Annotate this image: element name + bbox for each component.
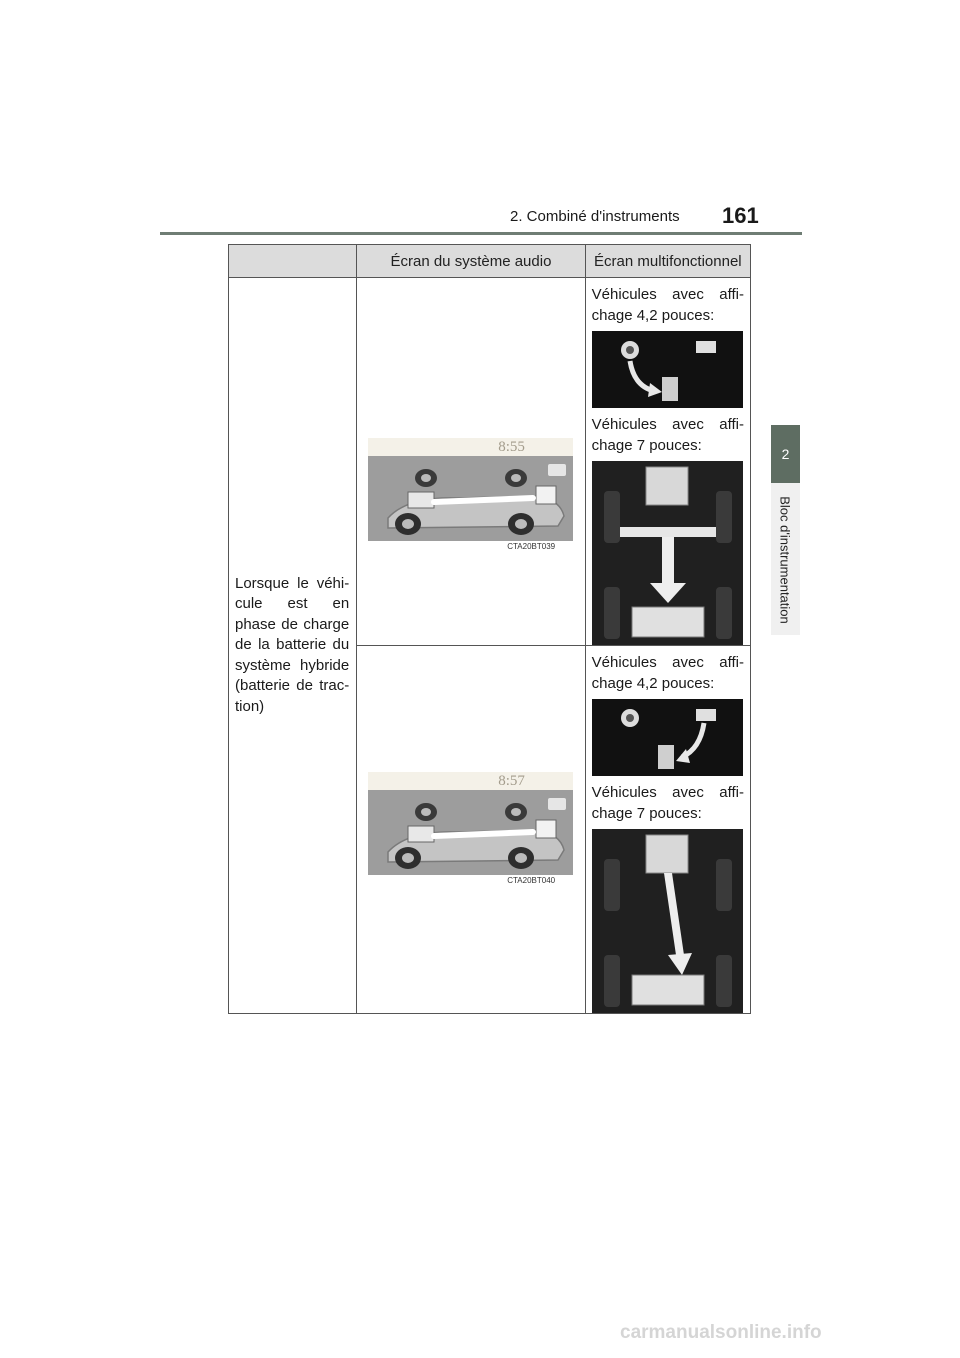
chapter-tab-label: Bloc d'instrumentation	[777, 496, 793, 624]
condition-text: Lorsque le véhi-cule est en phase de charge de la batterie du système hybride (batterie de trac-tion)	[235, 574, 350, 715]
display-42-image	[592, 699, 743, 776]
audio-clock: 8:57	[498, 773, 525, 789]
energy-monitor-screen	[368, 456, 573, 541]
energy-monitor-screen	[368, 790, 573, 875]
audio-image-code: CTA20BT040	[507, 876, 556, 885]
table-row	[229, 278, 751, 646]
label-7-inch: Véhicules avec affi-chage 7 pouces:	[591, 784, 744, 822]
audio-image-code: CTA20BT039	[507, 542, 556, 551]
audio-screen-image	[368, 438, 573, 541]
section-title: 2. Combiné d'instruments	[510, 208, 680, 225]
display-42-image	[592, 331, 743, 408]
header-cell-multi: Écran multifonctionnel	[585, 245, 750, 278]
multi-display-cell	[585, 646, 750, 1014]
multi-display-cell	[585, 278, 750, 646]
label-7-inch: Véhicules avec affi-chage 7 pouces:	[591, 416, 744, 454]
audio-screen-cell	[357, 278, 585, 646]
header-rule	[160, 232, 802, 235]
label-42-inch: Véhicules avec affi-chage 4,2 pouces:	[591, 286, 744, 324]
page-number: 161	[722, 203, 759, 228]
audio-screen-cell	[357, 646, 585, 1014]
audio-clock: 8:55	[498, 439, 525, 455]
header-cell-audio: Écran du système audio	[357, 245, 585, 278]
display-7-image	[592, 829, 743, 1013]
audio-screen-image	[368, 772, 573, 875]
label-42-inch: Véhicules avec affi-chage 4,2 pouces:	[591, 654, 744, 692]
header-cell-empty	[229, 245, 357, 278]
display-7-image	[592, 461, 743, 645]
footer-watermark: carmanualsonline.info	[620, 1322, 822, 1343]
condition-cell	[229, 278, 357, 1014]
charge-display-table	[228, 244, 751, 1014]
chapter-tab-number: 2	[771, 425, 800, 483]
